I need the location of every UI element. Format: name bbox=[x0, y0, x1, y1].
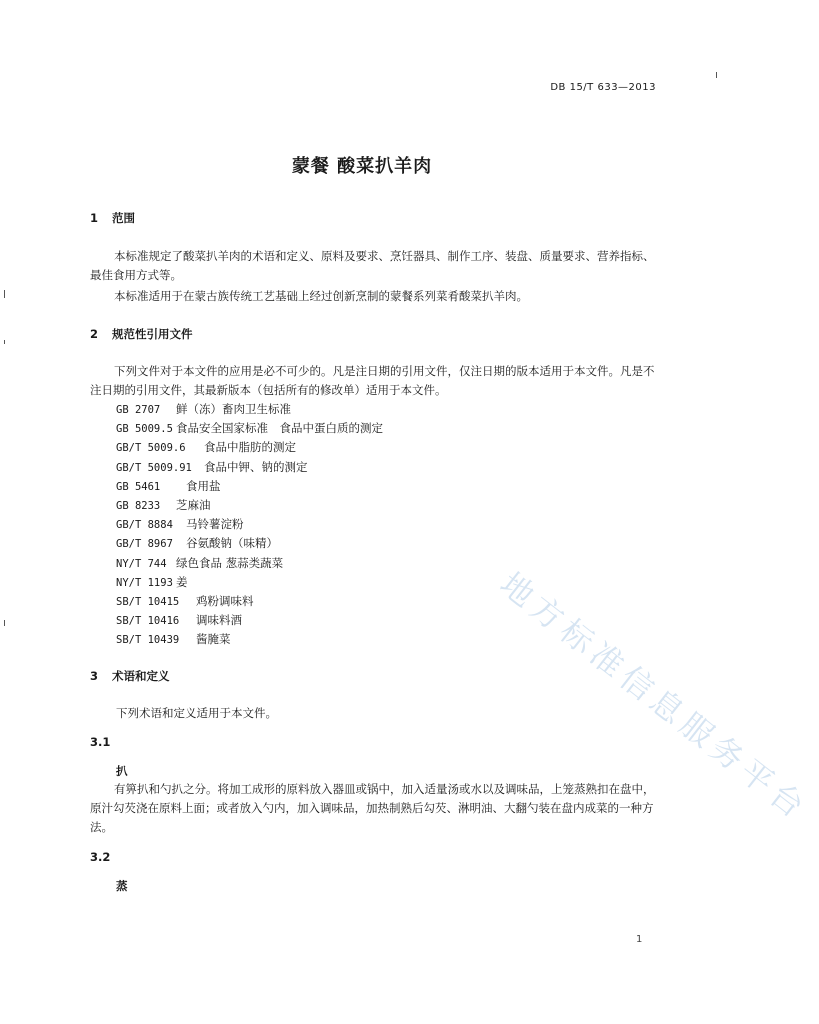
scan-mark bbox=[4, 620, 5, 626]
section-heading-normative-references bbox=[90, 325, 193, 344]
scan-mark bbox=[4, 340, 5, 344]
scope-paragraph-2: 本标准适用于在蒙古族传统工艺基础上经过创新烹制的蒙餐系列菜肴酸菜扒羊肉。 bbox=[114, 289, 528, 303]
scope-paragraph-1: 本标准规定了酸菜扒羊肉的术语和定义、原料及要求、烹饪器具、制作工序、装盘、质量要求、营养指标、最佳食用方式等。 bbox=[90, 249, 655, 282]
scan-mark bbox=[716, 72, 717, 78]
reference-list bbox=[116, 400, 383, 649]
section-heading-scope bbox=[90, 209, 135, 228]
term-name: 蒸 bbox=[116, 879, 128, 893]
term-definition: 有箅扒和勺扒之分。将加工成形的原料放入器皿或锅中，加入适量汤或水以及调味品，上笼蒸熟扣在盘中，原汁勾芡浇在原料上面；或者放入勺内，加入调味品，加热制熟后勾芡、淋明油、大翻勺装在盘内成菜的一种方法。 bbox=[90, 782, 655, 834]
section-heading-terms-definitions bbox=[90, 667, 170, 686]
reference-item: GB 5009.5 食品安全国家标准 食品中蛋白质的测定 bbox=[116, 421, 383, 436]
reference-item: SB/T 10415 鸡粉调味料 bbox=[116, 593, 254, 608]
term-number: 3.1 bbox=[90, 735, 111, 749]
term-number: 3.2 bbox=[90, 850, 111, 864]
section-number: 2 bbox=[90, 327, 99, 341]
page-number: 1 bbox=[636, 934, 643, 945]
section-title: 术语和定义 bbox=[112, 669, 170, 683]
standard-code: DB 15/T 633—2013 bbox=[550, 82, 656, 93]
reference-item: GB/T 8884 马铃薯淀粉 bbox=[116, 517, 244, 532]
reference-item: GB 8233 芝麻油 bbox=[116, 497, 211, 512]
reference-item: GB/T 5009.6 食品中脂肪的测定 bbox=[116, 440, 296, 455]
reference-item: NY/T 1193 姜 bbox=[116, 574, 188, 589]
section-title: 范围 bbox=[112, 211, 135, 225]
reference-item: GB 5461 食用盐 bbox=[116, 478, 221, 493]
section-number: 3 bbox=[90, 669, 99, 683]
normative-references-intro: 下列文件对于本文件的应用是必不可少的。凡是注日期的引用文件，仅注日期的版本适用于本文件。凡是不注日期的引用文件，其最新版本（包括所有的修改单）适用于本文件。 bbox=[90, 364, 655, 397]
reference-item: SB/T 10416 调味料酒 bbox=[116, 613, 242, 628]
term-name: 扒 bbox=[116, 764, 128, 778]
terms-intro: 下列术语和定义适用于本文件。 bbox=[116, 706, 277, 720]
reference-item: SB/T 10439 酱腌菜 bbox=[116, 632, 231, 647]
scan-mark bbox=[4, 290, 5, 298]
section-title: 规范性引用文件 bbox=[112, 327, 193, 341]
reference-item: GB 2707 鲜（冻）畜肉卫生标准 bbox=[116, 402, 291, 416]
reference-item: GB/T 8967 谷氨酸钠（味精） bbox=[116, 536, 278, 551]
page-title: 蒙餐 酸菜扒羊肉 bbox=[291, 156, 433, 177]
section-number: 1 bbox=[90, 211, 99, 225]
reference-item: GB/T 5009.91 食品中钾、钠的测定 bbox=[116, 459, 308, 474]
reference-item: NY/T 744 绿色食品 葱蒜类蔬菜 bbox=[116, 555, 284, 570]
watermark-text: 地方标准信息服务平台 bbox=[492, 564, 816, 829]
